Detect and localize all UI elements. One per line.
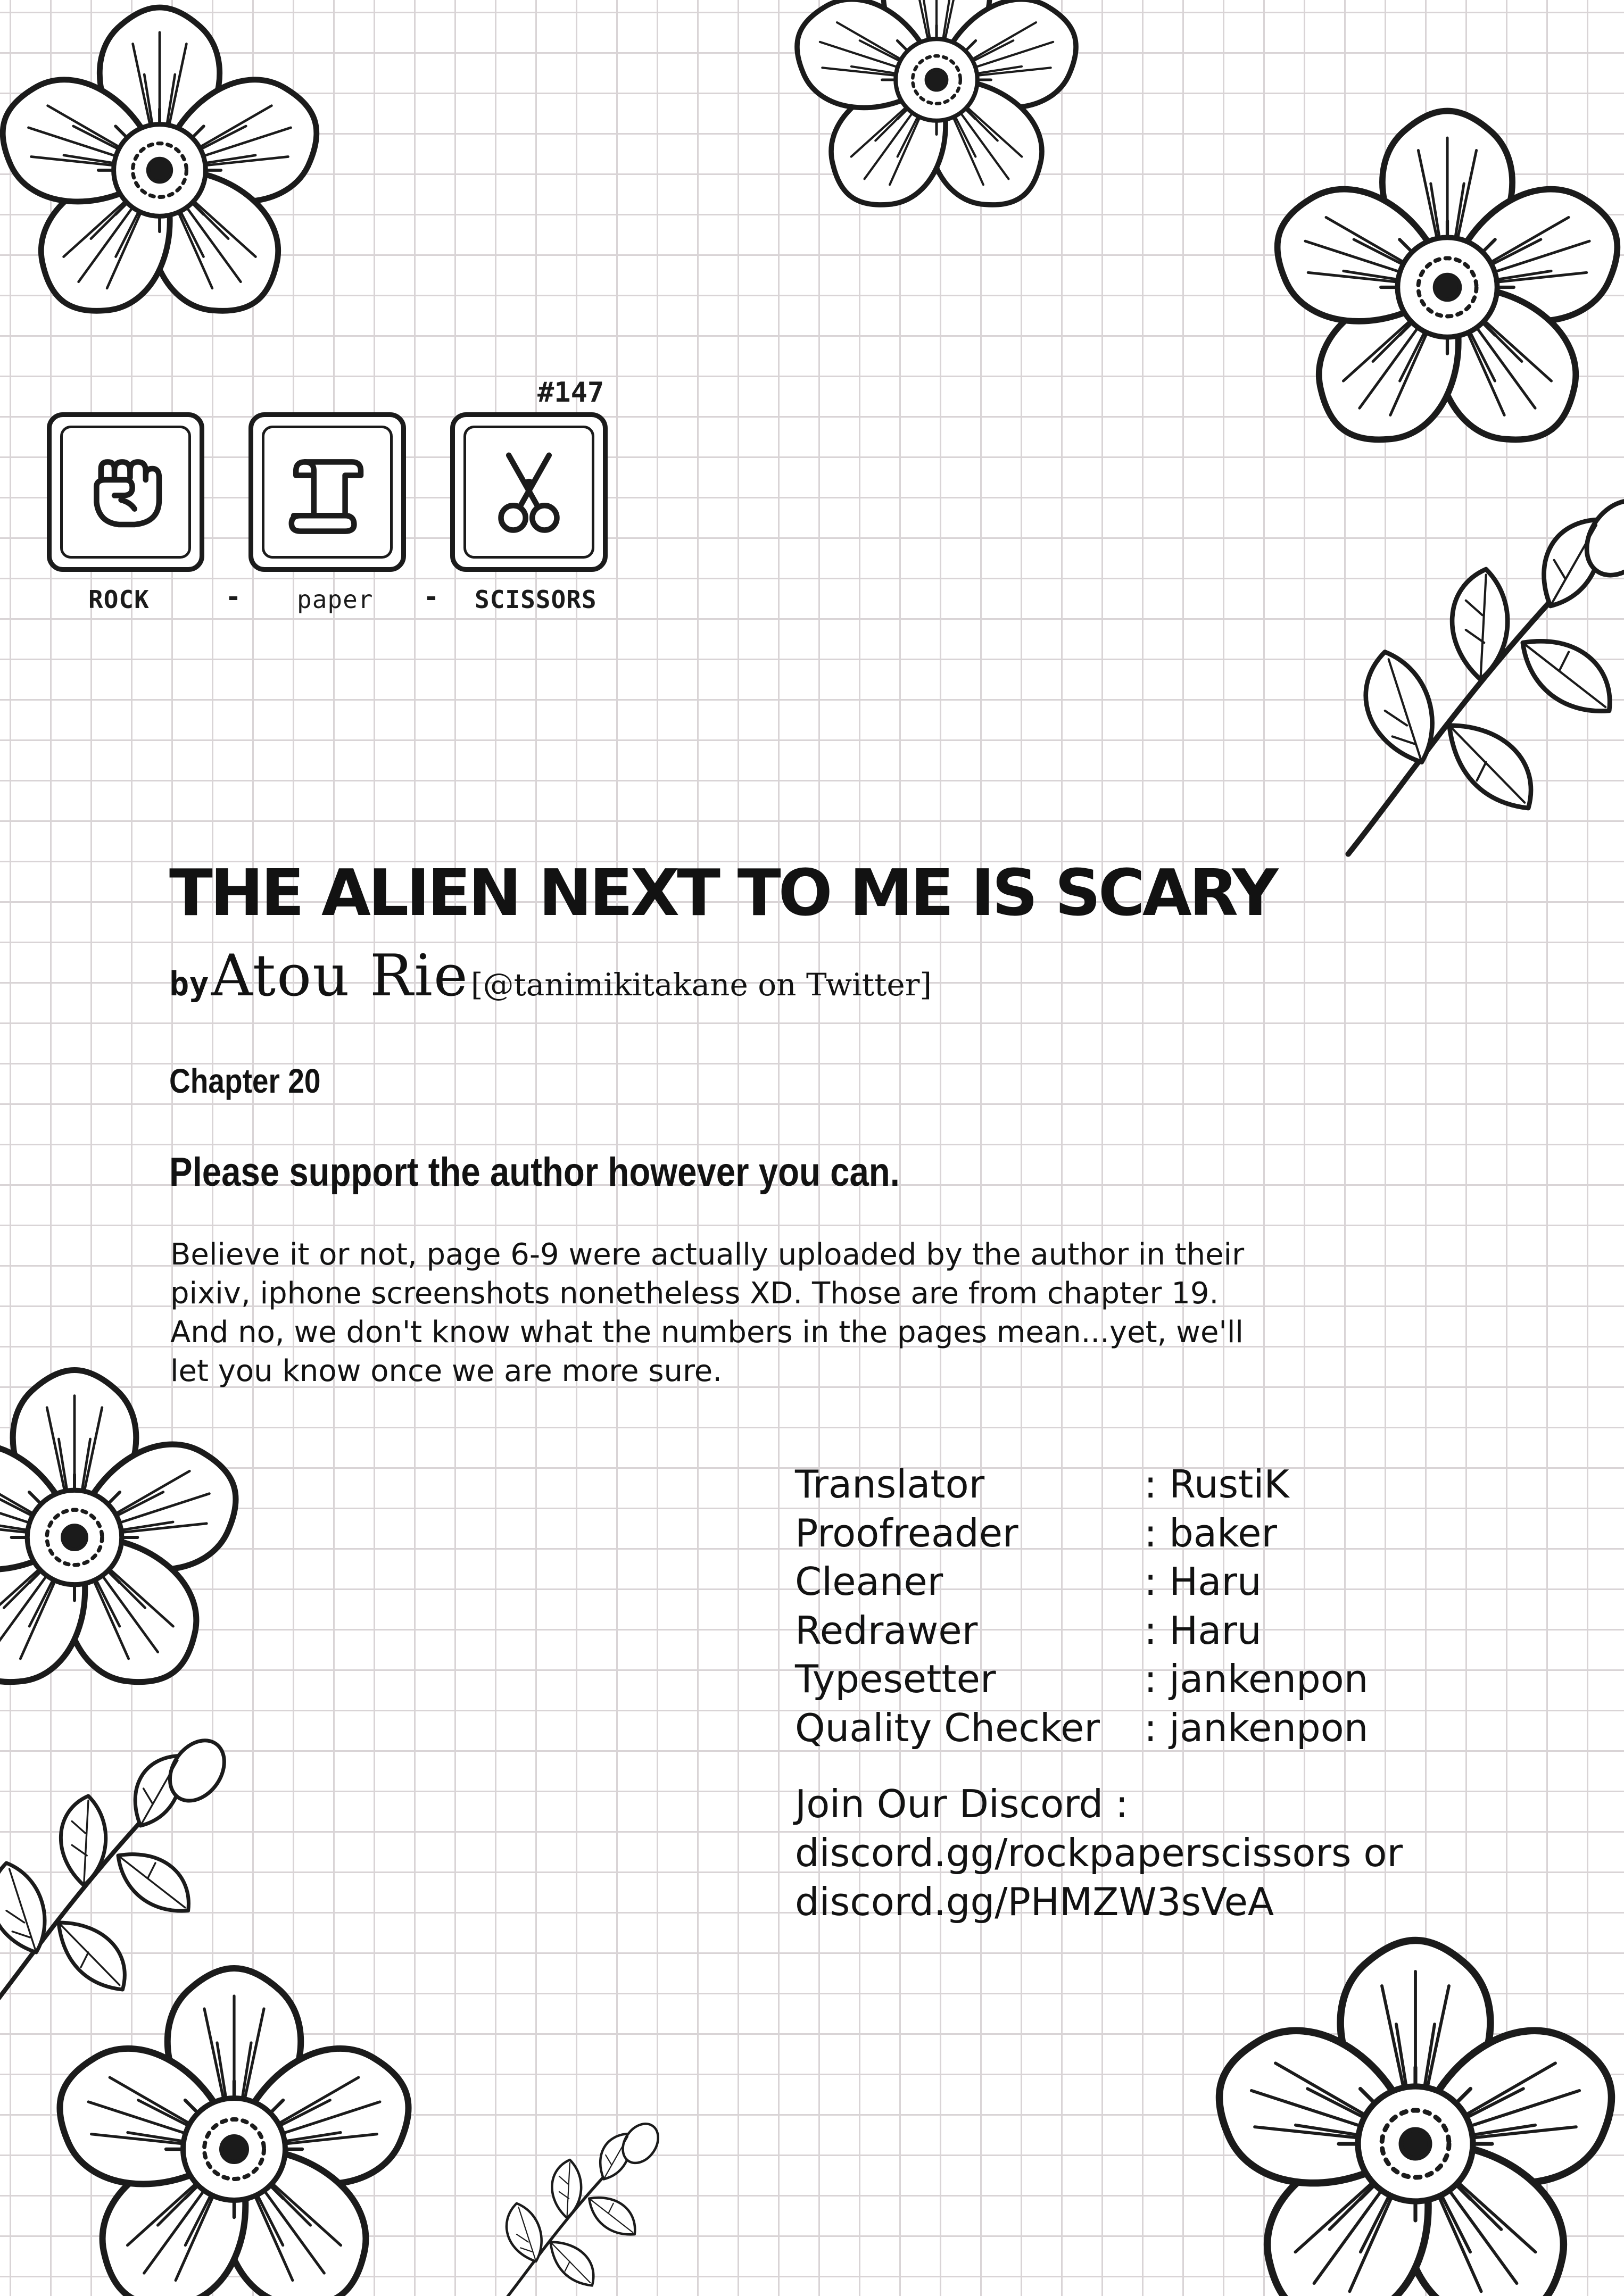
flower-illustration-left xyxy=(0,1341,271,1734)
credit-role: Redrawer xyxy=(795,1608,978,1653)
credit-name: : jankenpon xyxy=(1144,1657,1369,1701)
manga-title: THE ALIEN NEXT TO ME IS SCARY xyxy=(169,856,1276,930)
flower-illustration-top-left xyxy=(0,0,351,362)
note-line: And no, we don't know what the numbers in the pages mean...yet, we'll xyxy=(170,1315,1244,1350)
flower-illustration-bottom-left xyxy=(21,1936,447,2296)
note-line: Believe it or not, page 6-9 were actually uploaded by the author in their xyxy=(170,1237,1245,1272)
logo-separator: - xyxy=(426,581,437,612)
fist-icon xyxy=(70,435,181,547)
leaf-cluster-right xyxy=(1309,468,1624,872)
author-name: Atou Rie xyxy=(211,943,469,1009)
scissors-label: SCISSORS xyxy=(475,585,597,614)
discord-heading: Join Our Discord : xyxy=(795,1782,1129,1826)
discord-invite xyxy=(795,1779,1403,1926)
chapter-number: Chapter 20 xyxy=(169,1062,321,1100)
flower-bud-bottom xyxy=(468,2107,681,2296)
scroll-icon xyxy=(271,435,383,547)
flower-illustration-top-right xyxy=(1240,80,1624,495)
credit-role: Proofreader xyxy=(795,1510,1018,1555)
translator-note xyxy=(170,1235,1394,1391)
by-word: by xyxy=(169,964,209,1003)
scissors-logo-box xyxy=(450,412,608,572)
logo-separator: - xyxy=(228,581,239,612)
flower-illustration-top-center xyxy=(766,0,1107,250)
rock-label: ROCK xyxy=(88,585,150,614)
credit-role: Translator xyxy=(795,1462,985,1507)
byline xyxy=(169,943,932,1009)
credit-name: : Haru xyxy=(1144,1559,1262,1604)
author-handle: [@tanimikitakane on Twitter] xyxy=(470,967,932,1003)
issue-number: #147 xyxy=(537,377,604,409)
credit-name: : RustiK xyxy=(1144,1462,1289,1507)
rock-logo-box xyxy=(47,412,204,572)
credit-role: Typesetter xyxy=(795,1657,996,1701)
paper-label: paper xyxy=(297,585,374,614)
credit-name: : Haru xyxy=(1144,1608,1262,1653)
credit-role: Cleaner xyxy=(795,1559,943,1604)
discord-link: discord.gg/PHMZW3sVeA xyxy=(795,1879,1274,1924)
paper-logo-box xyxy=(248,412,406,572)
note-line: let you know once we are more sure. xyxy=(170,1354,723,1388)
flower-illustration-bottom-right xyxy=(1176,1904,1624,2296)
discord-link: discord.gg/rockpaperscissors or xyxy=(795,1831,1403,1875)
support-message: Please support the author however you can. xyxy=(169,1150,900,1195)
scissors-icon xyxy=(473,435,585,547)
credit-name: : jankenpon xyxy=(1144,1705,1369,1750)
credit-role: Quality Checker xyxy=(795,1705,1100,1750)
credit-name: : baker xyxy=(1144,1510,1277,1555)
note-line: pixiv, iphone screenshots nonetheless XD. Those are from chapter 19. xyxy=(170,1276,1219,1311)
